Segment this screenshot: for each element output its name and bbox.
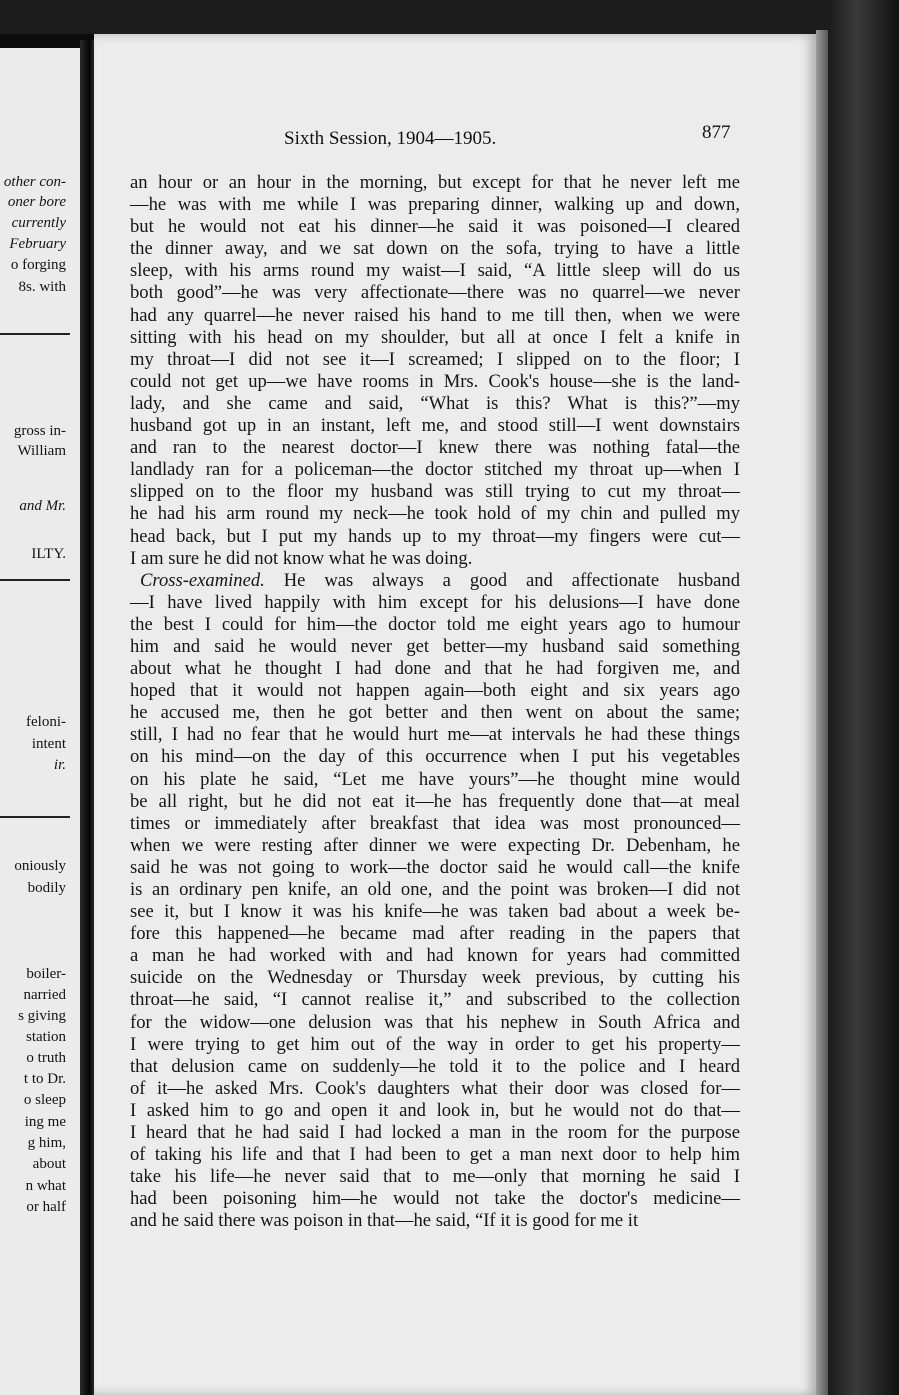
left-page-text: o forging: [10, 257, 66, 273]
text-line: throat—he said, “I cannot realise it,” and subscribed to the collection: [130, 989, 740, 1011]
scan-top-border: [0, 0, 828, 34]
text-line: still, I had no fear that he would hurt me—at intervals he had these things: [130, 724, 740, 746]
left-page-text: o sleep: [23, 1092, 66, 1108]
text-line: when we were resting after dinner we were expecting Dr. Debenham, he: [130, 834, 740, 856]
text-line: that delusion came on suddenly—he told it to the police and I heard: [130, 1055, 740, 1077]
left-page-text: gross in-: [13, 423, 66, 439]
text-line: Cross-examined. He was always a good and affectionate husband: [140, 569, 740, 591]
text-line: take his life—he never said that to me—only that morning he said I: [130, 1166, 740, 1188]
text-line: I heard that he had said I had locked a man in the room for the purpose: [130, 1122, 740, 1144]
text-line: the dinner away, and we sat down on the sofa, trying to have a little: [130, 238, 740, 260]
left-page-text: 8s. with: [18, 279, 66, 295]
text-line: he accused me, then he got better and then went on about the same;: [130, 702, 740, 724]
divider: [0, 333, 70, 335]
left-page-text: and Mr.: [19, 498, 66, 514]
text-line: the best I could for him—the doctor told me eight years ago to humour: [130, 613, 740, 635]
text-line: of it—he asked Mrs. Cook's daughters what their door was closed for—: [130, 1077, 740, 1099]
text-line: I am sure he did not know what he was doing.: [130, 547, 473, 569]
text-line: on his mind—on the day of this occurrence when I put his vegetables: [130, 746, 740, 768]
left-page-text: t to Dr.: [23, 1071, 66, 1087]
scan-right-border: [828, 0, 899, 1395]
main-page: [94, 34, 816, 1395]
text-line: be all right, but he did not eat it—he has frequently done that—at meal: [130, 790, 740, 812]
text-line: see it, but I know it was his knife—he was taken bad about a week be-: [130, 901, 740, 923]
left-page-text: ILTY.: [31, 546, 66, 562]
text-line: slipped on to the floor my husband was still trying to cut my throat—: [130, 481, 740, 503]
text-line: of taking his life and that I had been to get a man next door to help him: [130, 1144, 740, 1166]
text-line: an hour or an hour in the morning, but except for that he never left me: [130, 172, 740, 193]
left-page-text: narried: [23, 987, 66, 1003]
left-page-text: boiler-: [26, 966, 66, 982]
left-page-text: other con-: [3, 174, 66, 190]
text-line: is an ordinary pen knife, an old one, and the point was broken—I did not: [130, 879, 740, 900]
left-page-text: currently: [11, 215, 66, 231]
text-line: times or immediately after breakfast that idea was most pronounced—: [130, 812, 740, 834]
text-line: a man he had worked with and had known for years had committed: [130, 945, 740, 967]
left-page-text: intent: [31, 736, 66, 752]
text-line: head back, but I put my hands up to my throat—my fingers were cut—: [130, 525, 740, 547]
text-line: he had his arm round my neck—he took hold of my chin and pulled my: [130, 503, 740, 525]
text-line: said he was not going to work—the doctor said he would call—the knife: [130, 856, 740, 878]
text-line: sitting with his head on my shoulder, but all at once I felt a knife in: [130, 326, 740, 348]
left-page-text: o truth: [26, 1050, 66, 1066]
left-page-text: William: [17, 443, 66, 459]
text-line: about what he thought I had done and that he had forgiven me, and: [130, 658, 740, 680]
left-page-fragment: [0, 48, 80, 1395]
cross-examined-label: Cross-examined.: [140, 569, 265, 591]
left-page-text: February: [9, 236, 66, 252]
text-line: hoped that it would not happen again—both eight and six years ago: [130, 680, 740, 702]
left-page-text: station: [26, 1029, 66, 1045]
left-page-text: ing me: [24, 1114, 66, 1130]
text-line: both good”—he was very affectionate—there was no quarrel—we never: [130, 282, 740, 304]
text-line: had any quarrel—he never raised his hand to me till then, when we were: [130, 304, 740, 326]
text-line: lady, and she came and said, “What is this? What is this?”—my: [130, 392, 740, 414]
text-line: could not get up—we have rooms in Mrs. Cook's house—she is the land-: [130, 370, 740, 392]
text-line: for the widow—one delusion was that his nephew in South Africa and: [130, 1011, 740, 1033]
text-line: I asked him to go and open it and look in, but he would not do that—: [130, 1099, 740, 1121]
text-line: —I have lived happily with him except for his delusions—I have done: [130, 591, 740, 613]
text-line: —he was with me while I was preparing dinner, walking up and down,: [130, 194, 740, 216]
left-page-text: about: [32, 1156, 66, 1172]
left-page-text: bodily: [27, 880, 66, 896]
text-line: and he said there was poison in that—he said, “If it is good for me it: [130, 1210, 639, 1232]
divider: [0, 579, 70, 581]
text-line: but he would not eat his dinner—he said it was poisoned—I cleared: [130, 216, 740, 238]
text-line: landlady ran for a policeman—the doctor stitched my throat up—when I: [130, 459, 740, 481]
text-line: him and said he would never get better—my husband said something: [130, 635, 740, 657]
text-line: my throat—I did not see it—I screamed; I slipped on to the floor; I: [130, 348, 740, 370]
text-line: on his plate he said, “Let me have yours”—he thought mine would: [130, 768, 740, 790]
page-edge: [816, 30, 828, 1395]
text-line: husband got up in an instant, left me, and stood still—I went downstairs: [130, 415, 740, 437]
left-page-text: n what: [25, 1178, 66, 1194]
left-page-text: oner bore: [7, 194, 66, 210]
text-line: had been poisoning him—he would not take the doctor's medicine—: [130, 1188, 740, 1210]
left-page-text: feloni-: [26, 714, 66, 730]
text-line: and ran to the nearest doctor—I knew there was nothing fatal—the: [130, 437, 740, 459]
left-page-text: s giving: [18, 1008, 66, 1024]
left-page-text: or half: [26, 1199, 66, 1215]
running-head: Sixth Session, 1904—1905.: [284, 128, 497, 149]
text-line: fore this happened—he became mad after reading in the papers that: [130, 923, 740, 945]
page-body-text: [130, 172, 740, 1233]
page-header: [94, 122, 816, 152]
left-page-text: ir.: [53, 757, 66, 773]
text-line: suicide on the Wednesday or Thursday week previous, by cutting his: [130, 967, 740, 989]
left-page-text: oniously: [14, 858, 66, 874]
text-line: sleep, with his arms round my waist—I said, “A little sleep will do us: [130, 260, 740, 282]
page-number: 877: [702, 122, 731, 143]
text-line: I were trying to get him out of the way in order to get his property—: [130, 1033, 740, 1055]
left-page-text: g him,: [27, 1135, 66, 1151]
divider: [0, 816, 70, 818]
